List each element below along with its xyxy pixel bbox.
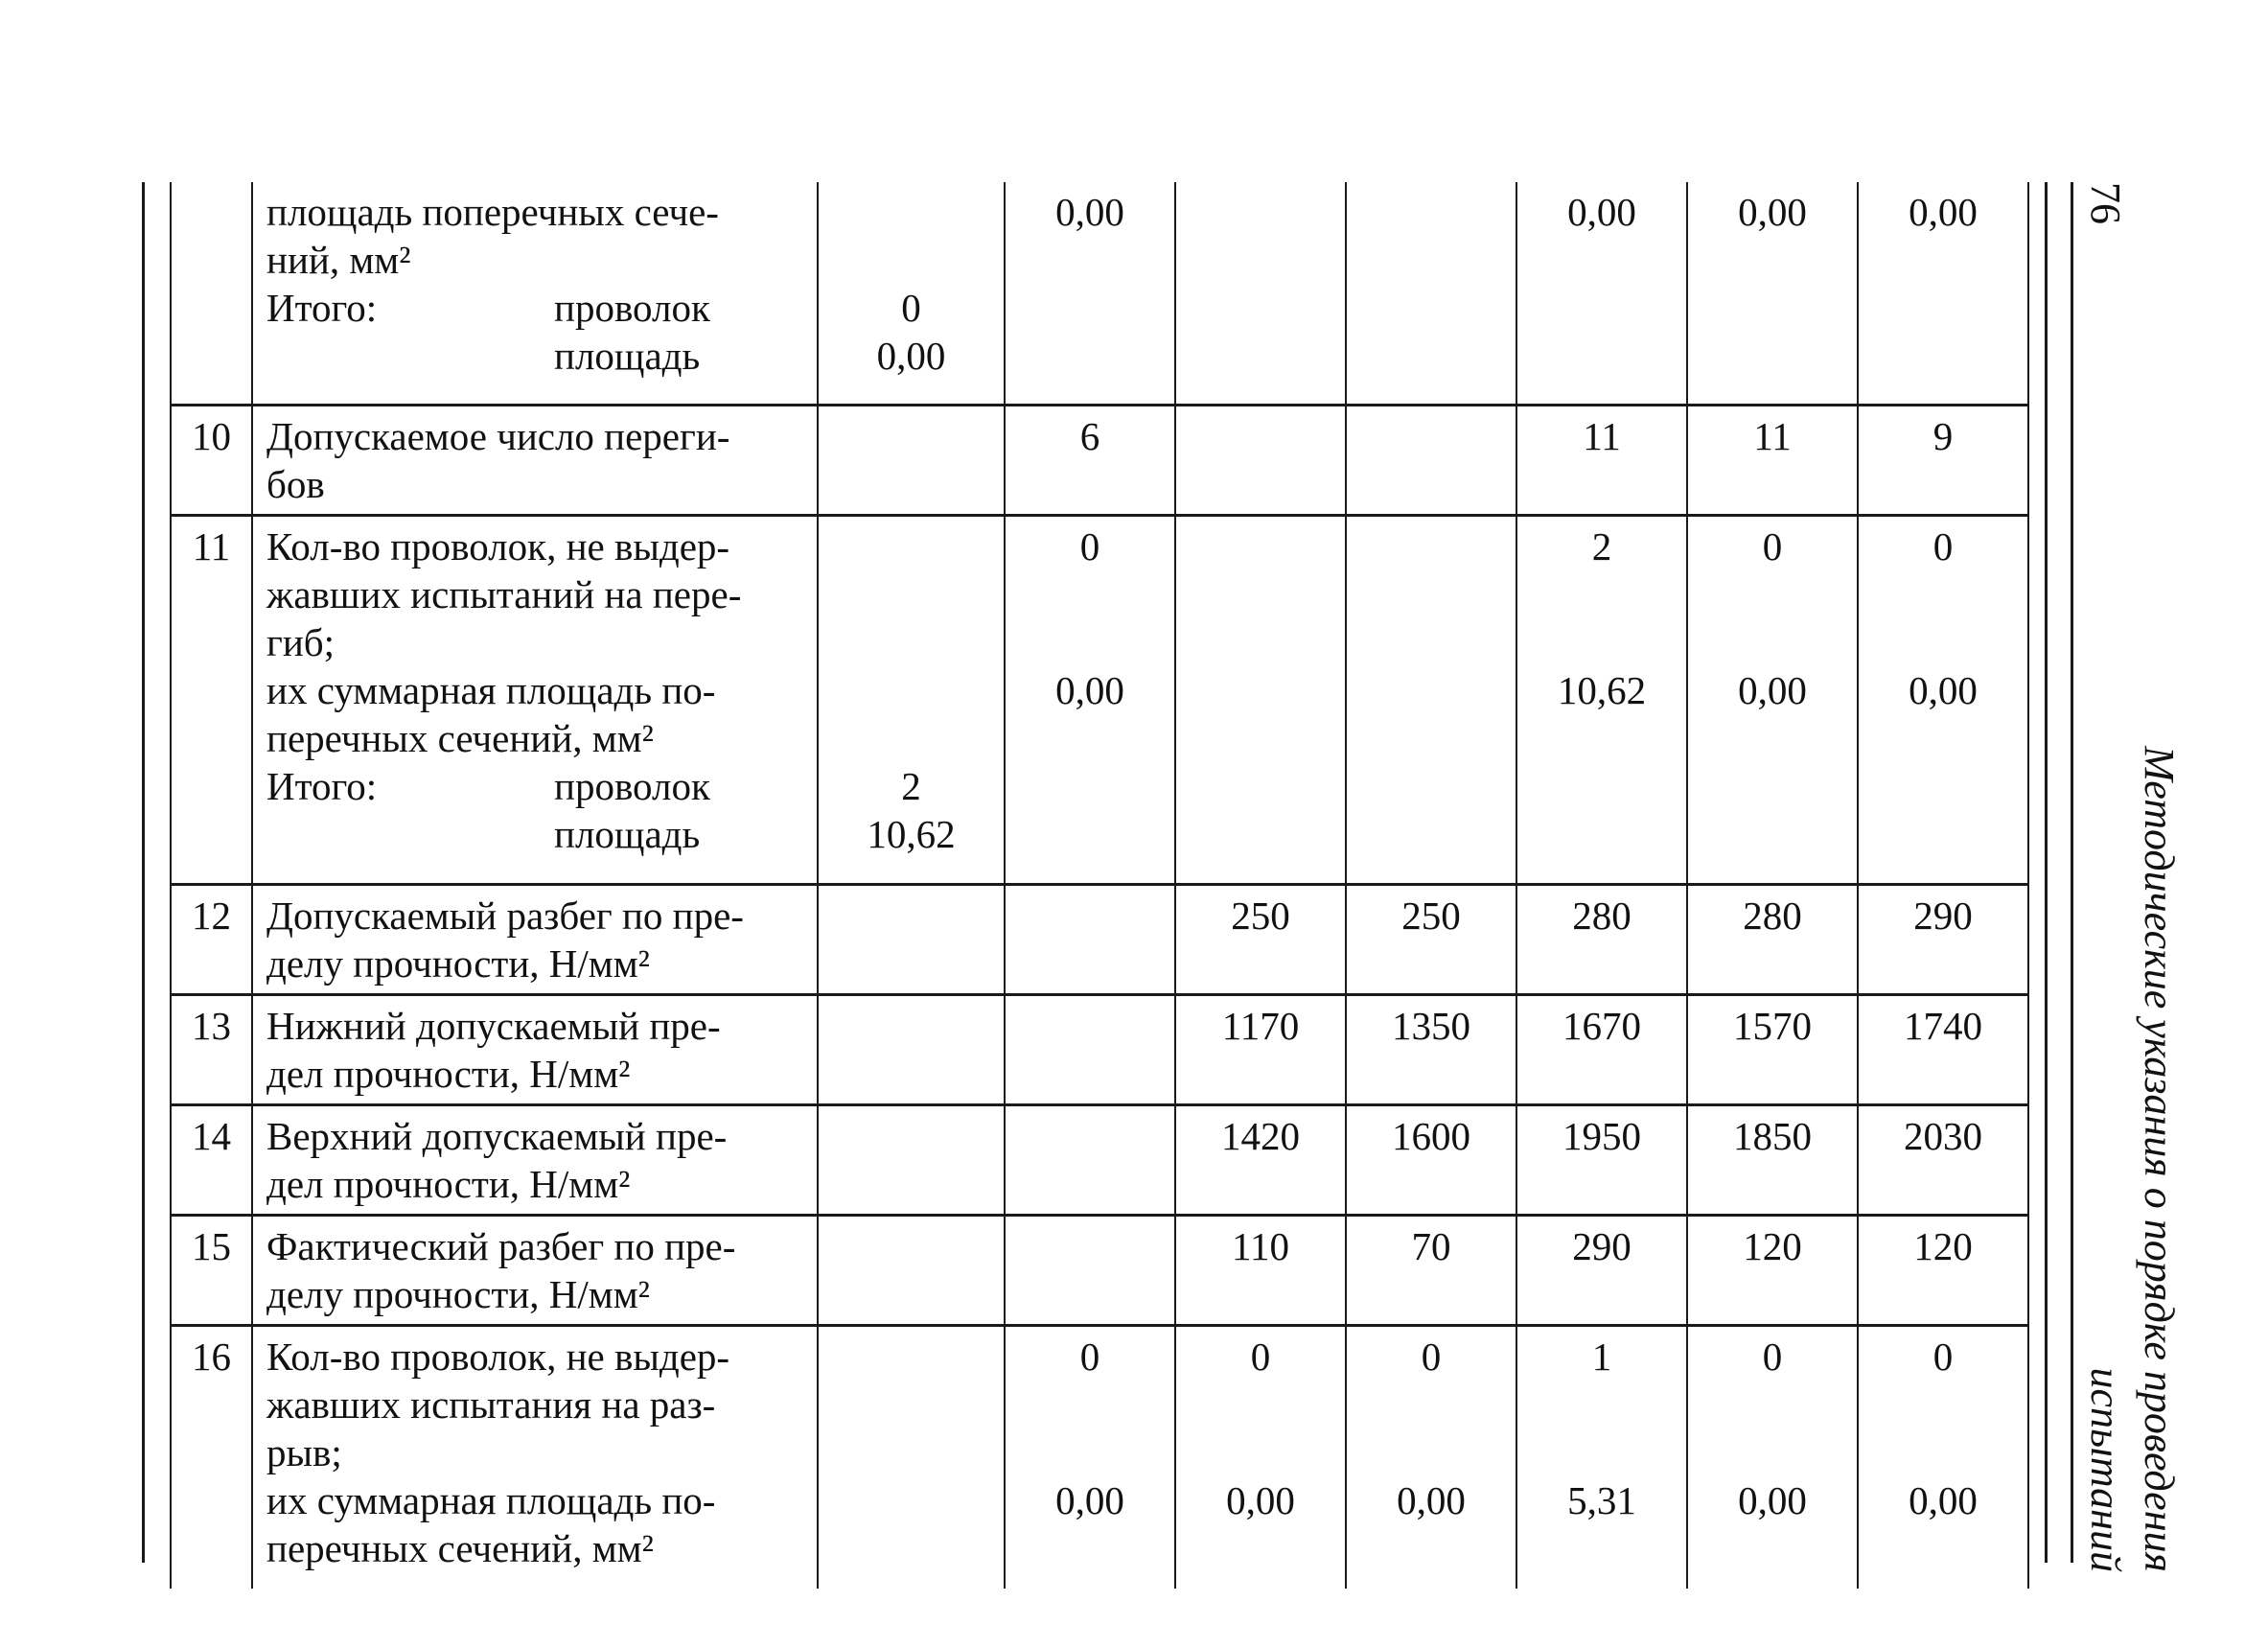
value-cell: 1570 <box>1687 994 1858 1104</box>
table-row <box>171 1215 2028 1325</box>
row-number: 16 <box>171 1325 252 1589</box>
row-number: 12 <box>171 884 252 994</box>
value-cell: 2 10,62 <box>1516 515 1687 884</box>
value-cell: 0,00 <box>1516 182 1687 405</box>
value-cell: 11 <box>1516 405 1687 515</box>
value-cell <box>1346 515 1516 884</box>
row-description: Фактический разбег по пре- делу прочности, Н/мм² <box>252 1215 818 1325</box>
table-row <box>171 994 2028 1104</box>
row-description: Кол-во проволок, не выдер- жавших испытаний на пере- гиб; их суммарная площадь по- перечных сечений, мм² Итого: проволок площадь <box>252 515 818 884</box>
table-row <box>171 515 2028 884</box>
value-cell: 0 0,00 <box>1858 515 2028 884</box>
value-cell: 280 <box>1516 884 1687 994</box>
value-cell: 1950 <box>1516 1104 1687 1215</box>
value-cell: 6 <box>1005 405 1175 515</box>
value-cell: 120 <box>1858 1215 2028 1325</box>
value-cell: 250 <box>1175 884 1346 994</box>
value-cell: 110 <box>1175 1215 1346 1325</box>
value-cell: 0 0,00 <box>1687 515 1858 884</box>
value-cell: 0 0,00 <box>1175 1325 1346 1589</box>
row-description: Допускаемый разбег по пре- делу прочности, Н/мм² <box>252 884 818 994</box>
left-double-rule <box>142 182 145 1563</box>
row-number: 10 <box>171 405 252 515</box>
value-cell: 290 <box>1858 884 2028 994</box>
row-description: Допускаемое число переги- бов <box>252 405 818 515</box>
row-totals <box>818 1104 1005 1215</box>
value-cell: 1420 <box>1175 1104 1346 1215</box>
value-cell: 0,00 <box>1005 182 1175 405</box>
value-cell <box>1346 182 1516 405</box>
value-cell: 0 0,00 <box>1687 1325 1858 1589</box>
value-cell <box>1175 182 1346 405</box>
row-totals <box>818 994 1005 1104</box>
test-results-table <box>170 182 2029 1589</box>
value-cell: 0 0,00 <box>1005 1325 1175 1589</box>
table-row <box>171 182 2028 405</box>
row-number: 11 <box>171 515 252 884</box>
value-cell: 250 <box>1346 884 1516 994</box>
value-cell <box>1005 994 1175 1104</box>
value-cell: 70 <box>1346 1215 1516 1325</box>
value-cell: 1170 <box>1175 994 1346 1104</box>
table-row <box>171 1104 2028 1215</box>
value-cell: 11 <box>1687 405 1858 515</box>
row-number: 14 <box>171 1104 252 1215</box>
value-cell: 0 0,00 <box>1858 1325 2028 1589</box>
value-cell <box>1005 1104 1175 1215</box>
row-totals <box>818 884 1005 994</box>
value-cell: 280 <box>1687 884 1858 994</box>
table-row <box>171 1325 2028 1589</box>
row-description: Кол-во проволок, не выдер- жавших испытания на раз- рыв; их суммарная площадь по- перечных сечений, мм² <box>252 1325 818 1589</box>
row-totals: 0 0,00 <box>818 182 1005 405</box>
value-cell: 1600 <box>1346 1104 1516 1215</box>
value-cell: 1670 <box>1516 994 1687 1104</box>
value-cell: 0,00 <box>1858 182 2028 405</box>
row-totals <box>818 1325 1005 1589</box>
row-description: Верхний допускаемый пре- дел прочности, Н/мм² <box>252 1104 818 1215</box>
right-double-rule <box>2045 182 2048 1563</box>
running-title: Методические указания о порядке проведения испытаний <box>2082 746 2183 1572</box>
value-cell <box>1175 515 1346 884</box>
row-totals <box>818 1215 1005 1325</box>
value-cell <box>1346 405 1516 515</box>
value-cell: 2030 <box>1858 1104 2028 1215</box>
value-cell <box>1005 1215 1175 1325</box>
value-cell: 0 0,00 <box>1346 1325 1516 1589</box>
value-cell: 1740 <box>1858 994 2028 1104</box>
right-edge-rule <box>2071 182 2073 1563</box>
page-number: 76 <box>2082 182 2129 224</box>
value-cell: 9 <box>1858 405 2028 515</box>
value-cell: 1350 <box>1346 994 1516 1104</box>
row-description: Нижний допускаемый пре- дел прочности, Н/мм² <box>252 994 818 1104</box>
value-cell: 1 5,31 <box>1516 1325 1687 1589</box>
row-number: 15 <box>171 1215 252 1325</box>
row-totals <box>818 405 1005 515</box>
row-number <box>171 182 252 405</box>
row-number: 13 <box>171 994 252 1104</box>
value-cell: 0 0,00 <box>1005 515 1175 884</box>
table-row <box>171 884 2028 994</box>
row-totals: 2 10,62 <box>818 515 1005 884</box>
value-cell: 290 <box>1516 1215 1687 1325</box>
row-description: площадь поперечных сече- ний, мм² Итого: проволок площадь <box>252 182 818 405</box>
value-cell <box>1175 405 1346 515</box>
value-cell: 1850 <box>1687 1104 1858 1215</box>
table-row <box>171 405 2028 515</box>
value-cell: 120 <box>1687 1215 1858 1325</box>
value-cell <box>1005 884 1175 994</box>
value-cell: 0,00 <box>1687 182 1858 405</box>
